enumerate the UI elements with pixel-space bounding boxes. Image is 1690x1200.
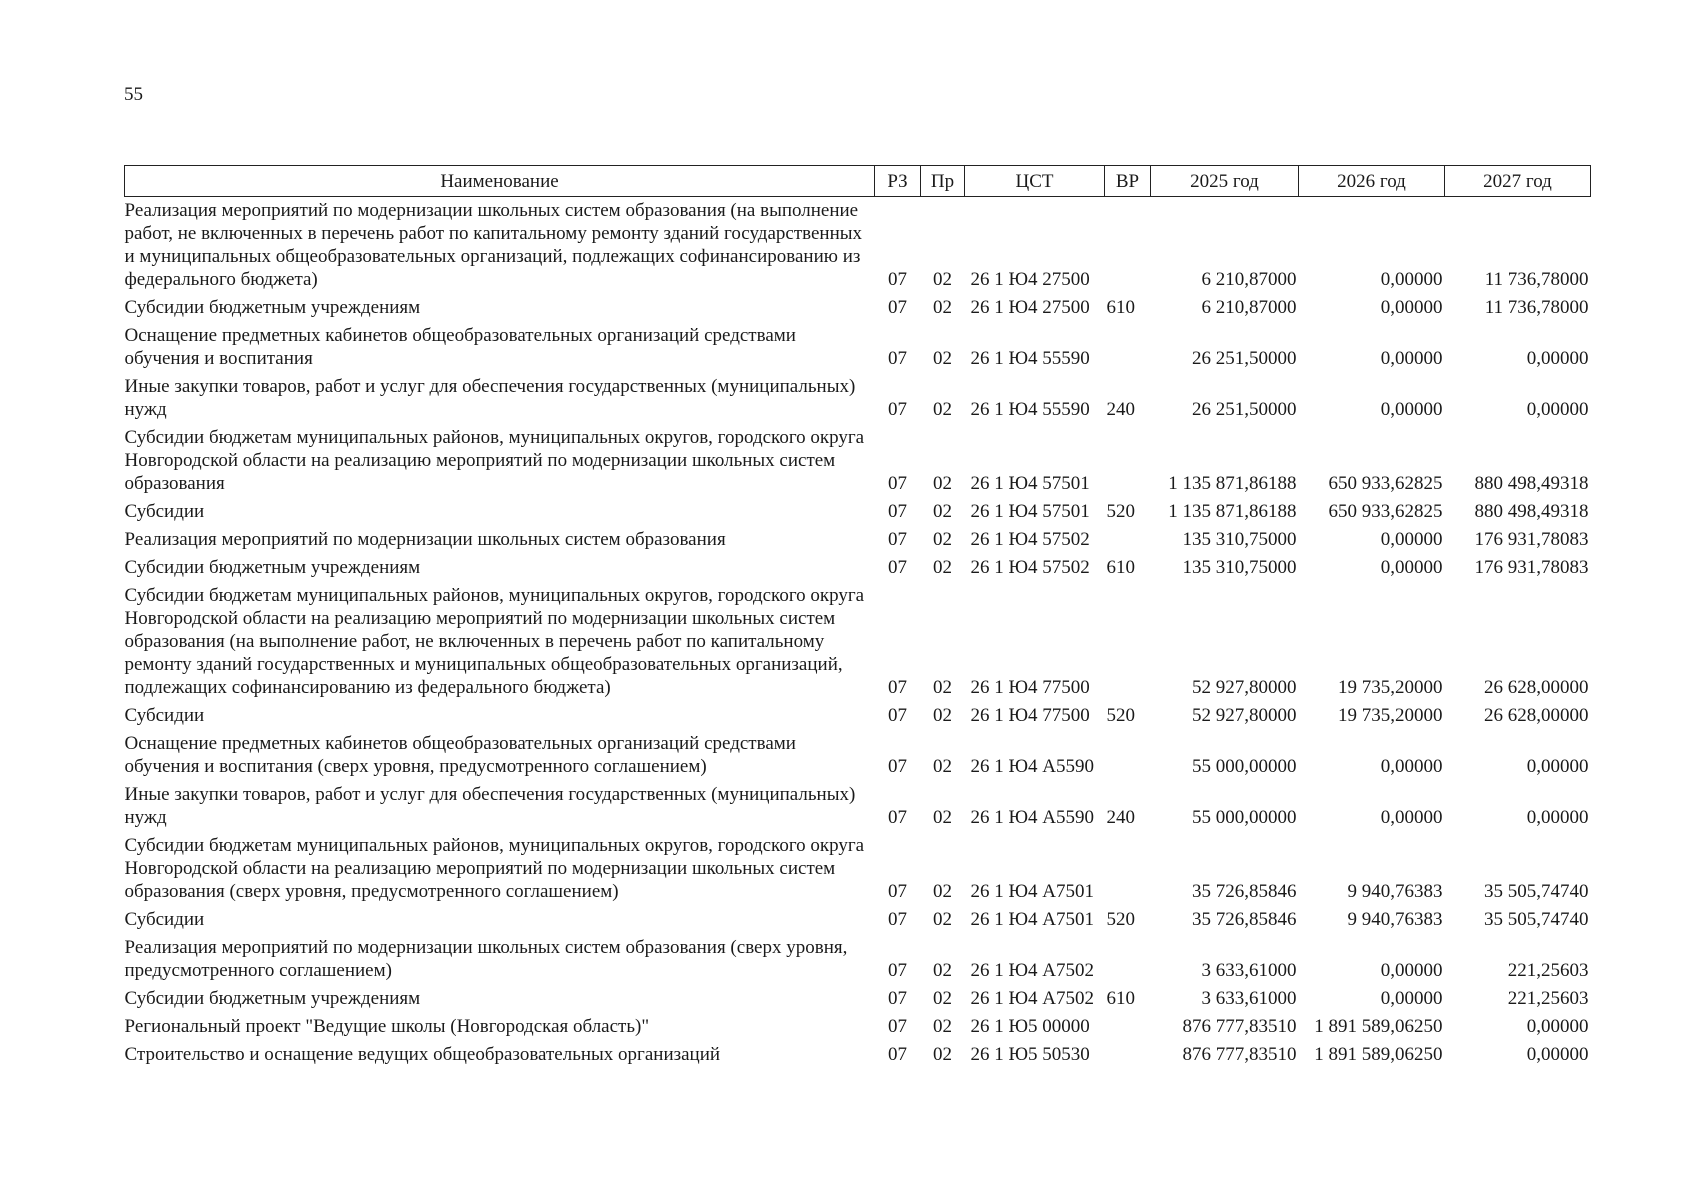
row-cst-cell: 26 1 Ю4 27500 [970, 297, 1090, 318]
row-pr-cell: 02 [933, 269, 952, 290]
row-2027-cell: 176 931,78083 [1474, 529, 1589, 550]
row-2025-cell: 52 927,80000 [1192, 677, 1297, 698]
page-number: 55 [124, 84, 143, 105]
row-vr-cell: 610 [1106, 297, 1135, 318]
row-2025-cell: 26 251,50000 [1192, 399, 1297, 420]
row-vr-cell [1105, 934, 1151, 985]
row-2026-cell: 0,00000 [1380, 960, 1443, 981]
row-vr-cell [1105, 582, 1151, 702]
row-name-cell: Субсидии бюджетным учреждениям [124, 988, 421, 1009]
row-2026-cell: 19 735,20000 [1338, 705, 1443, 726]
row-2027-cell: 11 736,78000 [1484, 269, 1589, 290]
row-2026-cell: 0,00000 [1380, 399, 1443, 420]
row-name-cell: Субсидии [124, 501, 205, 522]
row-2025-cell: 55 000,00000 [1192, 807, 1297, 828]
table-row [125, 906, 1591, 934]
row-rz-cell: 07 [888, 909, 907, 930]
row-2025-cell: 35 726,85846 [1192, 909, 1297, 930]
row-name-cell: Субсидии [124, 705, 205, 726]
row-name-cell: Иные закупки товаров, работ и услуг для обеспечения государственных (муниципальных) нужд [124, 376, 856, 420]
row-pr-cell: 02 [933, 988, 952, 1009]
row-2026-cell: 0,00000 [1380, 756, 1443, 777]
row-pr-cell: 02 [933, 529, 952, 550]
row-name-cell: Субсидии бюджетам муниципальных районов, муниципальных округов, городского округа Новгородской области на реализацию мероприятий по модернизации школьных систем образования [124, 427, 865, 494]
row-vr-cell: 520 [1106, 909, 1135, 930]
row-2025-cell: 6 210,87000 [1201, 269, 1297, 290]
row-2027-cell: 221,25603 [1507, 960, 1589, 981]
row-2025-cell: 876 777,83510 [1182, 1044, 1297, 1065]
row-rz-cell: 07 [888, 557, 907, 578]
row-vr-cell [1105, 526, 1151, 554]
table-row [125, 934, 1591, 985]
row-rz-cell: 07 [888, 348, 907, 369]
table-row [125, 985, 1591, 1013]
table-row [125, 582, 1591, 702]
row-cst-cell: 26 1 Ю4 77500 [970, 705, 1090, 726]
header-2027: 2027 год [1445, 166, 1591, 197]
row-2027-cell: 880 498,49318 [1474, 473, 1589, 494]
row-cst-cell: 26 1 Ю4 А7502 [970, 960, 1094, 981]
row-cst-cell: 26 1 Ю4 А5590 [970, 807, 1094, 828]
row-pr-cell: 02 [933, 677, 952, 698]
header-name: Наименование [125, 166, 875, 197]
row-2026-cell: 9 940,76383 [1347, 909, 1443, 930]
table-row [125, 1013, 1591, 1041]
row-cst-cell: 26 1 Ю4 57502 [970, 557, 1090, 578]
row-vr-cell [1105, 1013, 1151, 1041]
row-vr-cell: 240 [1106, 807, 1135, 828]
row-rz-cell: 07 [888, 988, 907, 1009]
row-rz-cell: 07 [888, 1016, 907, 1037]
row-cst-cell: 26 1 Ю4 А7501 [970, 881, 1094, 902]
table-row [125, 294, 1591, 322]
row-cst-cell: 26 1 Ю4 57501 [970, 501, 1090, 522]
row-2025-cell: 52 927,80000 [1192, 705, 1297, 726]
row-2026-cell: 650 933,62825 [1328, 501, 1443, 522]
row-2027-cell: 35 505,74740 [1484, 909, 1589, 930]
row-pr-cell: 02 [933, 881, 952, 902]
row-vr-cell [1105, 832, 1151, 906]
row-2025-cell: 1 135 871,86188 [1168, 501, 1297, 522]
row-name-cell: Оснащение предметных кабинетов общеобразовательных организаций средствами обучения и воспитания [124, 325, 796, 369]
table-row [125, 554, 1591, 582]
row-cst-cell: 26 1 Ю4 А5590 [970, 756, 1094, 777]
table-row [125, 702, 1591, 730]
table-row [125, 322, 1591, 373]
row-cst-cell: 26 1 Ю4 А7501 [970, 909, 1094, 930]
row-name-cell: Реализация мероприятий по модернизации школьных систем образования (сверх уровня, предусмотренного соглашением) [124, 937, 848, 981]
table-row [125, 498, 1591, 526]
header-2025: 2025 год [1151, 166, 1299, 197]
row-2026-cell: 0,00000 [1380, 269, 1443, 290]
row-cst-cell: 26 1 Ю4 57502 [970, 529, 1090, 550]
row-2025-cell: 135 310,75000 [1182, 529, 1297, 550]
row-2026-cell: 0,00000 [1380, 348, 1443, 369]
row-rz-cell: 07 [888, 529, 907, 550]
row-vr-cell: 520 [1106, 705, 1135, 726]
row-rz-cell: 07 [888, 677, 907, 698]
row-2027-cell: 176 931,78083 [1474, 557, 1589, 578]
row-2027-cell: 880 498,49318 [1474, 501, 1589, 522]
row-name-cell: Субсидии бюджетным учреждениям [124, 297, 421, 318]
table-row [125, 424, 1591, 498]
row-cst-cell: 26 1 Ю4 55590 [970, 348, 1090, 369]
table-row [125, 373, 1591, 424]
row-2027-cell: 0,00000 [1526, 807, 1589, 828]
header-2026: 2026 год [1299, 166, 1445, 197]
row-pr-cell: 02 [933, 705, 952, 726]
row-rz-cell: 07 [888, 399, 907, 420]
row-rz-cell: 07 [888, 297, 907, 318]
row-2027-cell: 35 505,74740 [1484, 881, 1589, 902]
row-name-cell: Субсидии бюджетам муниципальных районов, муниципальных округов, городского округа Новгородской области на реализацию мероприятий по модернизации школьных систем образования (сверх уровня, предусмотренного соглашением) [124, 835, 865, 902]
row-2025-cell: 3 633,61000 [1201, 960, 1297, 981]
table-row [125, 781, 1591, 832]
row-2027-cell: 0,00000 [1526, 1016, 1589, 1037]
header-pr: Пр [921, 166, 965, 197]
row-2025-cell: 35 726,85846 [1192, 881, 1297, 902]
row-pr-cell: 02 [933, 501, 952, 522]
row-2026-cell: 9 940,76383 [1347, 881, 1443, 902]
table-row [125, 526, 1591, 554]
row-pr-cell: 02 [933, 473, 952, 494]
row-name-cell: Оснащение предметных кабинетов общеобразовательных организаций средствами обучения и воспитания (сверх уровня, предусмотренного соглашением) [124, 733, 796, 777]
row-2026-cell: 0,00000 [1380, 557, 1443, 578]
row-2025-cell: 876 777,83510 [1182, 1016, 1297, 1037]
row-name-cell: Строительство и оснащение ведущих общеобразовательных организаций [124, 1044, 721, 1065]
row-vr-cell [1105, 322, 1151, 373]
row-rz-cell: 07 [888, 705, 907, 726]
row-2025-cell: 26 251,50000 [1192, 348, 1297, 369]
table-row [125, 197, 1591, 295]
header-rz: РЗ [875, 166, 921, 197]
row-2026-cell: 650 933,62825 [1328, 473, 1443, 494]
row-cst-cell: 26 1 Ю4 77500 [970, 677, 1090, 698]
row-2027-cell: 0,00000 [1526, 399, 1589, 420]
row-pr-cell: 02 [933, 1044, 952, 1065]
row-pr-cell: 02 [933, 960, 952, 981]
row-pr-cell: 02 [933, 297, 952, 318]
row-2027-cell: 0,00000 [1526, 348, 1589, 369]
row-rz-cell: 07 [888, 881, 907, 902]
row-name-cell: Субсидии бюджетам муниципальных районов, муниципальных округов, городского округа Новгородской области на реализацию мероприятий по модернизации школьных систем образования (на выполнение работ, не включенных в перечень работ по капитальному ремонту зданий государственных и муниципальных общеобразовательных организаций, подлежащих софинансированию из федерального бюджета) [124, 585, 865, 698]
row-pr-cell: 02 [933, 909, 952, 930]
row-name-cell: Реализация мероприятий по модернизации школьных систем образования (на выполнение работ, не включенных в перечень работ по капитальному ремонту зданий государственных и муниципальных общеобразовательных организаций, подлежащих софинансированию из федерального бюджета) [124, 200, 863, 290]
header-vr: ВР [1105, 166, 1151, 197]
table-row [125, 1041, 1591, 1069]
table-row [125, 730, 1591, 781]
row-rz-cell: 07 [888, 501, 907, 522]
row-pr-cell: 02 [933, 348, 952, 369]
row-2026-cell: 1 891 589,06250 [1314, 1044, 1443, 1065]
row-vr-cell [1105, 730, 1151, 781]
row-rz-cell: 07 [888, 807, 907, 828]
table-body [125, 197, 1591, 1070]
row-cst-cell: 26 1 Ю4 А7502 [970, 988, 1094, 1009]
row-vr-cell: 240 [1106, 399, 1135, 420]
row-2027-cell: 221,25603 [1507, 988, 1589, 1009]
row-pr-cell: 02 [933, 756, 952, 777]
row-2027-cell: 0,00000 [1526, 756, 1589, 777]
row-2027-cell: 26 628,00000 [1484, 705, 1589, 726]
row-vr-cell [1105, 197, 1151, 295]
row-vr-cell [1105, 424, 1151, 498]
row-2026-cell: 0,00000 [1380, 807, 1443, 828]
row-2025-cell: 1 135 871,86188 [1168, 473, 1297, 494]
row-2027-cell: 0,00000 [1526, 1044, 1589, 1065]
row-vr-cell: 520 [1106, 501, 1135, 522]
row-cst-cell: 26 1 Ю4 57501 [970, 473, 1090, 494]
row-vr-cell: 610 [1106, 557, 1135, 578]
budget-table [124, 165, 1591, 1069]
row-2026-cell: 19 735,20000 [1338, 677, 1443, 698]
row-rz-cell: 07 [888, 269, 907, 290]
row-2026-cell: 0,00000 [1380, 529, 1443, 550]
row-2025-cell: 3 633,61000 [1201, 988, 1297, 1009]
row-2026-cell: 0,00000 [1380, 297, 1443, 318]
row-cst-cell: 26 1 Ю4 55590 [970, 399, 1090, 420]
row-name-cell: Реализация мероприятий по модернизации школьных систем образования [124, 529, 726, 550]
row-rz-cell: 07 [888, 756, 907, 777]
table-row [125, 832, 1591, 906]
row-vr-cell [1105, 1041, 1151, 1069]
table-header-row [125, 166, 1591, 197]
row-cst-cell: 26 1 Ю5 50530 [970, 1044, 1090, 1065]
row-cst-cell: 26 1 Ю4 27500 [970, 269, 1090, 290]
row-pr-cell: 02 [933, 557, 952, 578]
row-pr-cell: 02 [933, 399, 952, 420]
row-2027-cell: 11 736,78000 [1484, 297, 1589, 318]
row-name-cell: Региональный проект "Ведущие школы (Новгородская область)" [124, 1016, 650, 1037]
header-cst: ЦСТ [965, 166, 1105, 197]
row-pr-cell: 02 [933, 807, 952, 828]
row-cst-cell: 26 1 Ю5 00000 [970, 1016, 1090, 1037]
row-2026-cell: 0,00000 [1380, 988, 1443, 1009]
row-rz-cell: 07 [888, 1044, 907, 1065]
row-rz-cell: 07 [888, 473, 907, 494]
row-2025-cell: 55 000,00000 [1192, 756, 1297, 777]
row-name-cell: Субсидии [124, 909, 205, 930]
row-vr-cell: 610 [1106, 988, 1135, 1009]
row-2027-cell: 26 628,00000 [1484, 677, 1589, 698]
row-2026-cell: 1 891 589,06250 [1314, 1016, 1443, 1037]
row-name-cell: Иные закупки товаров, работ и услуг для обеспечения государственных (муниципальных) нужд [124, 784, 856, 828]
row-2025-cell: 135 310,75000 [1182, 557, 1297, 578]
row-2025-cell: 6 210,87000 [1201, 297, 1297, 318]
row-pr-cell: 02 [933, 1016, 952, 1037]
row-rz-cell: 07 [888, 960, 907, 981]
row-name-cell: Субсидии бюджетным учреждениям [124, 557, 421, 578]
